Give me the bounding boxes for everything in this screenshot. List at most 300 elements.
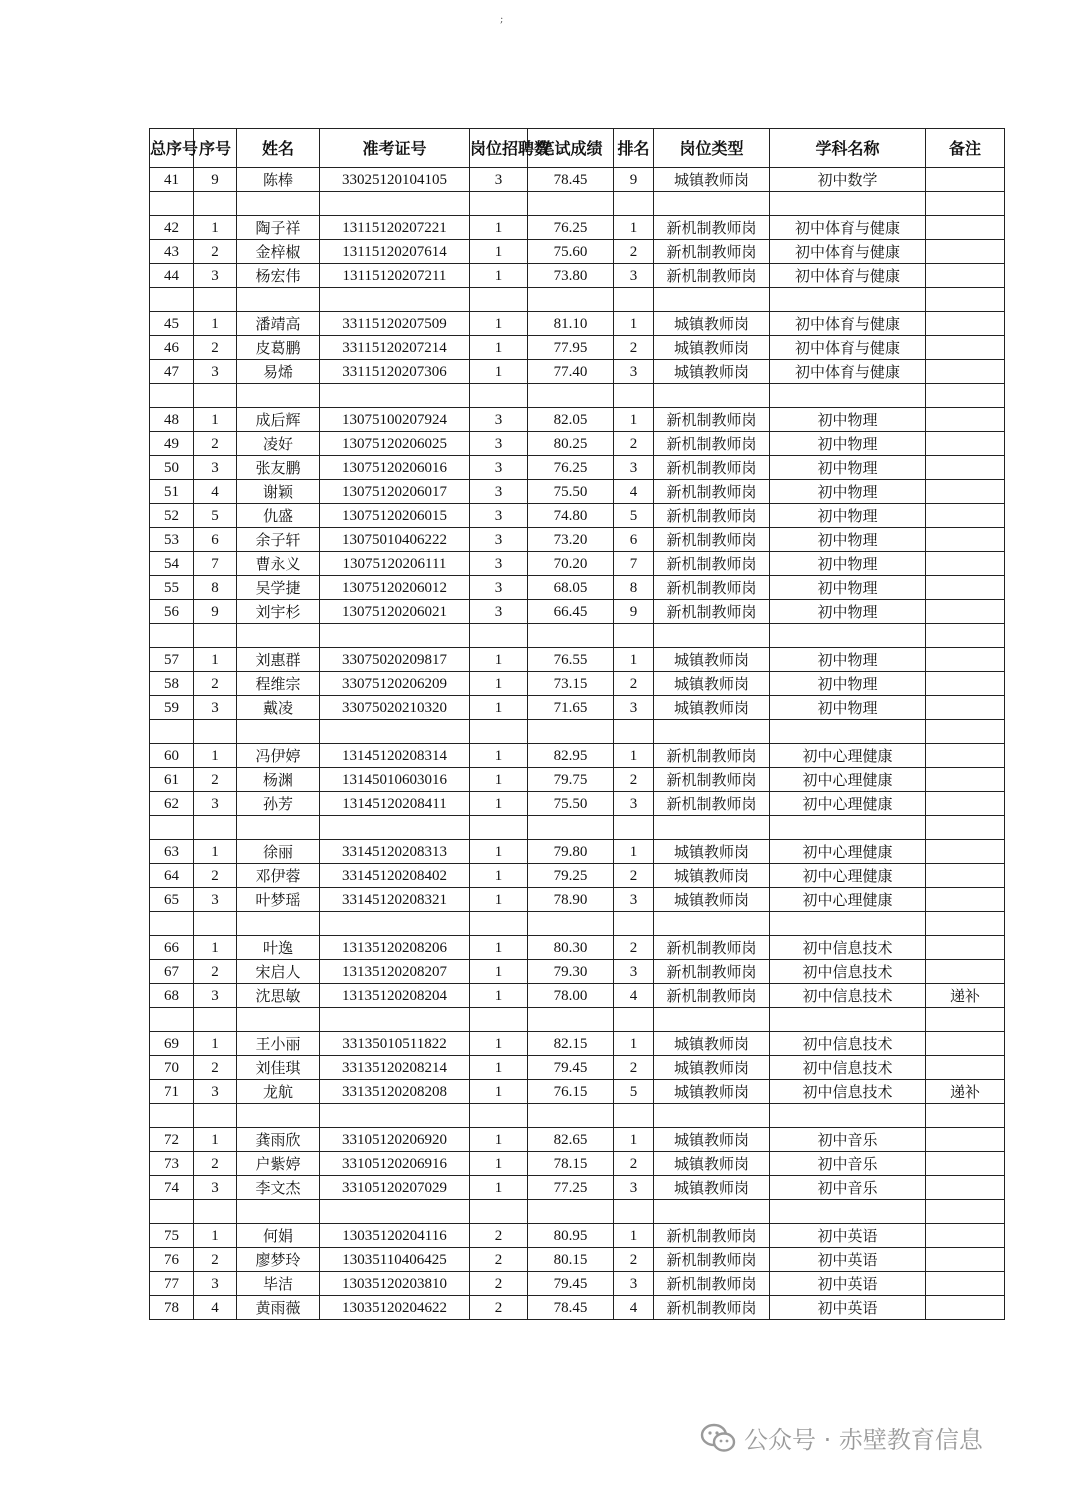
cell-exam-no: 13035110406425	[320, 1248, 470, 1272]
cell-exam-no: 33105120206916	[320, 1152, 470, 1176]
cell-name: 宋启人	[237, 960, 320, 984]
cell-post-type: 新机制教师岗	[654, 432, 770, 456]
cell-score: 80.95	[528, 1224, 614, 1248]
cell-rank	[614, 912, 654, 936]
cell-quota: 2	[470, 1272, 528, 1296]
cell-score: 79.25	[528, 864, 614, 888]
cell-quota: 1	[470, 216, 528, 240]
cell-rank: 3	[614, 888, 654, 912]
cell-score	[528, 816, 614, 840]
cell-exam-no: 33115120207214	[320, 336, 470, 360]
cell-subject: 初中物理	[770, 528, 926, 552]
cell-subject: 初中物理	[770, 552, 926, 576]
cell-total-no	[150, 384, 194, 408]
cell-total-no: 60	[150, 744, 194, 768]
cell-score: 73.20	[528, 528, 614, 552]
cell-score	[528, 384, 614, 408]
cell-remark	[926, 360, 1005, 384]
cell-remark	[926, 696, 1005, 720]
cell-rank	[614, 816, 654, 840]
cell-rank: 3	[614, 264, 654, 288]
cell-remark	[926, 936, 1005, 960]
cell-post-type: 新机制教师岗	[654, 264, 770, 288]
header-subject: 学科名称	[770, 129, 926, 168]
cell-rank	[614, 1104, 654, 1128]
cell-remark	[926, 168, 1005, 192]
cell-seq: 3	[194, 792, 237, 816]
cell-exam-no: 13135120208207	[320, 960, 470, 984]
cell-seq: 3	[194, 264, 237, 288]
cell-seq: 2	[194, 1152, 237, 1176]
header-total-no: 总序号	[150, 129, 194, 168]
cell-quota: 1	[470, 936, 528, 960]
blank-row	[150, 816, 1005, 840]
cell-rank: 1	[614, 744, 654, 768]
cell-rank: 2	[614, 1248, 654, 1272]
cell-total-no: 71	[150, 1080, 194, 1104]
cell-name	[237, 1008, 320, 1032]
cell-post-type	[654, 912, 770, 936]
cell-remark	[926, 864, 1005, 888]
cell-score	[528, 192, 614, 216]
cell-exam-no	[320, 912, 470, 936]
cell-name: 叶逸	[237, 936, 320, 960]
cell-quota: 2	[470, 1224, 528, 1248]
cell-exam-no: 13135120208206	[320, 936, 470, 960]
cell-quota: 1	[470, 864, 528, 888]
cell-exam-no: 13075120206025	[320, 432, 470, 456]
cell-seq	[194, 192, 237, 216]
table-row	[150, 1152, 1005, 1176]
cell-post-type: 城镇教师岗	[654, 696, 770, 720]
cell-post-type: 城镇教师岗	[654, 1176, 770, 1200]
table-row	[150, 168, 1005, 192]
table-row	[150, 1272, 1005, 1296]
cell-score: 77.25	[528, 1176, 614, 1200]
cell-total-no: 65	[150, 888, 194, 912]
cell-exam-no	[320, 192, 470, 216]
cell-exam-no: 13075120206021	[320, 600, 470, 624]
cell-rank: 6	[614, 528, 654, 552]
cell-rank: 1	[614, 648, 654, 672]
table-header	[150, 129, 1005, 168]
cell-remark	[926, 192, 1005, 216]
cell-post-type: 新机制教师岗	[654, 936, 770, 960]
cell-score: 82.05	[528, 408, 614, 432]
cell-total-no: 67	[150, 960, 194, 984]
cell-total-no: 56	[150, 600, 194, 624]
cell-remark	[926, 264, 1005, 288]
cell-exam-no: 33135120208208	[320, 1080, 470, 1104]
cell-seq: 2	[194, 672, 237, 696]
cell-seq: 2	[194, 240, 237, 264]
cell-total-no	[150, 624, 194, 648]
table-row	[150, 984, 1005, 1008]
cell-rank	[614, 720, 654, 744]
cell-seq	[194, 384, 237, 408]
header-rank: 排名	[614, 129, 654, 168]
cell-remark	[926, 288, 1005, 312]
cell-rank	[614, 192, 654, 216]
cell-seq: 6	[194, 528, 237, 552]
cell-score: 78.45	[528, 1296, 614, 1320]
table-row	[150, 336, 1005, 360]
cell-post-type: 城镇教师岗	[654, 1032, 770, 1056]
cell-exam-no	[320, 1008, 470, 1032]
cell-post-type: 城镇教师岗	[654, 1152, 770, 1176]
table-row	[150, 672, 1005, 696]
cell-post-type: 新机制教师岗	[654, 504, 770, 528]
cell-total-no: 69	[150, 1032, 194, 1056]
cell-exam-no: 13075120206012	[320, 576, 470, 600]
cell-score	[528, 624, 614, 648]
blank-row	[150, 384, 1005, 408]
cell-exam-no: 13075120206111	[320, 552, 470, 576]
cell-subject: 初中体育与健康	[770, 336, 926, 360]
cell-remark	[926, 912, 1005, 936]
cell-rank: 3	[614, 1176, 654, 1200]
cell-name: 程维宗	[237, 672, 320, 696]
cell-remark	[926, 672, 1005, 696]
cell-remark	[926, 1056, 1005, 1080]
cell-subject: 初中物理	[770, 432, 926, 456]
cell-score: 79.45	[528, 1272, 614, 1296]
header-remark: 备注	[926, 129, 1005, 168]
blank-row	[150, 1200, 1005, 1224]
cell-post-type: 新机制教师岗	[654, 552, 770, 576]
table-row	[150, 1032, 1005, 1056]
cell-post-type: 新机制教师岗	[654, 792, 770, 816]
cell-remark	[926, 888, 1005, 912]
cell-total-no: 42	[150, 216, 194, 240]
cell-remark	[926, 816, 1005, 840]
cell-remark	[926, 960, 1005, 984]
cell-post-type: 新机制教师岗	[654, 984, 770, 1008]
cell-subject: 初中体育与健康	[770, 360, 926, 384]
cell-total-no: 50	[150, 456, 194, 480]
cell-rank: 2	[614, 768, 654, 792]
table-row	[150, 360, 1005, 384]
table-row	[150, 648, 1005, 672]
table-row	[150, 264, 1005, 288]
cell-name: 潘靖高	[237, 312, 320, 336]
cell-total-no: 51	[150, 480, 194, 504]
cell-seq: 2	[194, 768, 237, 792]
cell-post-type: 城镇教师岗	[654, 1056, 770, 1080]
cell-seq: 1	[194, 744, 237, 768]
cell-subject: 初中物理	[770, 408, 926, 432]
cell-post-type	[654, 720, 770, 744]
cell-subject	[770, 288, 926, 312]
cell-score	[528, 1200, 614, 1224]
cell-subject: 初中音乐	[770, 1128, 926, 1152]
cell-rank: 2	[614, 240, 654, 264]
cell-remark	[926, 1128, 1005, 1152]
cell-subject: 初中体育与健康	[770, 240, 926, 264]
cell-remark	[926, 240, 1005, 264]
table-row	[150, 240, 1005, 264]
cell-total-no: 78	[150, 1296, 194, 1320]
cell-remark	[926, 1296, 1005, 1320]
cell-post-type	[654, 1008, 770, 1032]
cell-rank: 5	[614, 1080, 654, 1104]
cell-post-type: 新机制教师岗	[654, 1224, 770, 1248]
cell-seq: 3	[194, 1080, 237, 1104]
cell-total-no: 41	[150, 168, 194, 192]
table-row	[150, 888, 1005, 912]
cell-post-type: 新机制教师岗	[654, 768, 770, 792]
cell-subject: 初中物理	[770, 696, 926, 720]
cell-subject	[770, 1008, 926, 1032]
table-row	[150, 408, 1005, 432]
cell-score	[528, 912, 614, 936]
cell-exam-no: 33075020210320	[320, 696, 470, 720]
cell-name: 张友鹏	[237, 456, 320, 480]
cell-seq: 9	[194, 600, 237, 624]
cell-subject: 初中英语	[770, 1224, 926, 1248]
cell-subject: 初中心理健康	[770, 840, 926, 864]
cell-name	[237, 720, 320, 744]
cell-exam-no: 13145120208314	[320, 744, 470, 768]
cell-quota: 2	[470, 1248, 528, 1272]
cell-remark	[926, 384, 1005, 408]
cell-rank	[614, 384, 654, 408]
cell-post-type: 新机制教师岗	[654, 240, 770, 264]
cell-name	[237, 384, 320, 408]
cell-seq: 1	[194, 1128, 237, 1152]
cell-score: 73.15	[528, 672, 614, 696]
cell-subject: 初中心理健康	[770, 792, 926, 816]
cell-name: 沈思敏	[237, 984, 320, 1008]
cell-exam-no: 13135120208204	[320, 984, 470, 1008]
cell-seq: 3	[194, 888, 237, 912]
cell-total-no: 61	[150, 768, 194, 792]
cell-name: 刘惠群	[237, 648, 320, 672]
blank-row	[150, 912, 1005, 936]
cell-remark	[926, 1224, 1005, 1248]
cell-rank: 5	[614, 504, 654, 528]
cell-quota: 1	[470, 336, 528, 360]
cell-name: 易烯	[237, 360, 320, 384]
cell-rank: 2	[614, 432, 654, 456]
cell-name: 余子轩	[237, 528, 320, 552]
cell-total-no: 59	[150, 696, 194, 720]
cell-seq: 9	[194, 168, 237, 192]
cell-seq	[194, 1200, 237, 1224]
cell-total-no: 73	[150, 1152, 194, 1176]
cell-quota: 1	[470, 1176, 528, 1200]
cell-exam-no: 33115120207306	[320, 360, 470, 384]
cell-rank: 2	[614, 1056, 654, 1080]
blank-row	[150, 1008, 1005, 1032]
cell-quota: 1	[470, 768, 528, 792]
cell-exam-no: 33135120208214	[320, 1056, 470, 1080]
cell-post-type: 新机制教师岗	[654, 744, 770, 768]
cell-total-no: 77	[150, 1272, 194, 1296]
cell-seq: 1	[194, 408, 237, 432]
cell-seq: 5	[194, 504, 237, 528]
cell-seq	[194, 720, 237, 744]
cell-subject: 初中物理	[770, 504, 926, 528]
cell-subject: 初中信息技术	[770, 936, 926, 960]
cell-exam-no: 13035120204622	[320, 1296, 470, 1320]
cell-subject: 初中英语	[770, 1248, 926, 1272]
cell-post-type: 新机制教师岗	[654, 576, 770, 600]
header-score: 笔试成绩	[528, 129, 614, 168]
header-post-type: 岗位类型	[654, 129, 770, 168]
cell-name	[237, 624, 320, 648]
cell-subject: 初中物理	[770, 456, 926, 480]
cell-exam-no: 33145120208313	[320, 840, 470, 864]
table-row	[150, 936, 1005, 960]
cell-quota: 1	[470, 1032, 528, 1056]
cell-name	[237, 816, 320, 840]
cell-total-no: 64	[150, 864, 194, 888]
cell-score: 77.95	[528, 336, 614, 360]
cell-seq: 1	[194, 648, 237, 672]
cell-name: 毕洁	[237, 1272, 320, 1296]
cell-subject: 初中体育与健康	[770, 264, 926, 288]
cell-exam-no: 13075120206017	[320, 480, 470, 504]
cell-quota	[470, 1008, 528, 1032]
cell-subject	[770, 912, 926, 936]
cell-total-no: 45	[150, 312, 194, 336]
cell-quota: 3	[470, 480, 528, 504]
table-body	[150, 168, 1005, 1320]
cell-total-no: 70	[150, 1056, 194, 1080]
cell-post-type	[654, 384, 770, 408]
cell-subject: 初中心理健康	[770, 768, 926, 792]
cell-quota	[470, 1200, 528, 1224]
cell-total-no: 58	[150, 672, 194, 696]
cell-exam-no: 33025120104105	[320, 168, 470, 192]
cell-post-type: 新机制教师岗	[654, 216, 770, 240]
table-row	[150, 312, 1005, 336]
cell-subject	[770, 720, 926, 744]
cell-post-type: 城镇教师岗	[654, 336, 770, 360]
cell-post-type	[654, 1104, 770, 1128]
cell-score: 77.40	[528, 360, 614, 384]
cell-score: 79.30	[528, 960, 614, 984]
cell-quota	[470, 912, 528, 936]
cell-rank: 4	[614, 480, 654, 504]
cell-exam-no: 13075010406222	[320, 528, 470, 552]
cell-quota: 1	[470, 792, 528, 816]
cell-name	[237, 1200, 320, 1224]
cell-rank: 7	[614, 552, 654, 576]
blank-row	[150, 624, 1005, 648]
table-row	[150, 504, 1005, 528]
cell-post-type: 城镇教师岗	[654, 864, 770, 888]
table-row	[150, 528, 1005, 552]
cell-rank: 3	[614, 960, 654, 984]
cell-subject: 初中物理	[770, 576, 926, 600]
cell-exam-no: 33105120207029	[320, 1176, 470, 1200]
blank-row	[150, 720, 1005, 744]
cell-score: 68.05	[528, 576, 614, 600]
cell-quota: 1	[470, 744, 528, 768]
cell-post-type: 新机制教师岗	[654, 408, 770, 432]
cell-seq	[194, 912, 237, 936]
cell-name: 凌好	[237, 432, 320, 456]
cell-quota: 1	[470, 696, 528, 720]
table-row	[150, 600, 1005, 624]
cell-seq: 4	[194, 480, 237, 504]
cell-quota: 3	[470, 456, 528, 480]
table-row	[150, 216, 1005, 240]
cell-total-no: 75	[150, 1224, 194, 1248]
cell-name: 谢颖	[237, 480, 320, 504]
cell-seq: 2	[194, 1056, 237, 1080]
cell-subject: 初中信息技术	[770, 960, 926, 984]
cell-name: 邓伊蓉	[237, 864, 320, 888]
cell-quota	[470, 192, 528, 216]
cell-score: 71.65	[528, 696, 614, 720]
table-row	[150, 1176, 1005, 1200]
cell-name: 龙航	[237, 1080, 320, 1104]
cell-seq: 1	[194, 312, 237, 336]
cell-score: 79.80	[528, 840, 614, 864]
cell-post-type: 城镇教师岗	[654, 648, 770, 672]
cell-subject: 初中体育与健康	[770, 216, 926, 240]
cell-name: 陶子祥	[237, 216, 320, 240]
cell-subject	[770, 1104, 926, 1128]
cell-seq: 2	[194, 432, 237, 456]
cell-remark	[926, 1176, 1005, 1200]
cell-post-type: 新机制教师岗	[654, 528, 770, 552]
cell-score: 78.90	[528, 888, 614, 912]
cell-rank: 2	[614, 936, 654, 960]
cell-subject: 初中音乐	[770, 1152, 926, 1176]
header-seq: 序号	[194, 129, 237, 168]
cell-remark	[926, 1104, 1005, 1128]
cell-post-type: 新机制教师岗	[654, 456, 770, 480]
cell-total-no: 62	[150, 792, 194, 816]
cell-subject: 初中物理	[770, 672, 926, 696]
cell-rank: 3	[614, 456, 654, 480]
cell-subject	[770, 816, 926, 840]
cell-quota: 1	[470, 1152, 528, 1176]
cell-subject: 初中心理健康	[770, 864, 926, 888]
cell-score: 82.95	[528, 744, 614, 768]
results-table	[149, 128, 1005, 1320]
cell-seq	[194, 288, 237, 312]
cell-rank: 2	[614, 1152, 654, 1176]
cell-quota: 1	[470, 240, 528, 264]
cell-score: 76.25	[528, 456, 614, 480]
cell-remark	[926, 1008, 1005, 1032]
cell-name: 户紫婷	[237, 1152, 320, 1176]
cell-exam-no: 13075120206016	[320, 456, 470, 480]
cell-seq: 3	[194, 984, 237, 1008]
cell-total-no: 63	[150, 840, 194, 864]
cell-name: 冯伊婷	[237, 744, 320, 768]
cell-post-type: 新机制教师岗	[654, 960, 770, 984]
cell-subject	[770, 192, 926, 216]
cell-score: 79.45	[528, 1056, 614, 1080]
cell-subject: 初中英语	[770, 1296, 926, 1320]
cell-subject: 初中数学	[770, 168, 926, 192]
table-row	[150, 792, 1005, 816]
cell-name: 曹永义	[237, 552, 320, 576]
cell-name: 徐丽	[237, 840, 320, 864]
cell-seq: 2	[194, 960, 237, 984]
cell-seq: 3	[194, 456, 237, 480]
cell-post-type	[654, 624, 770, 648]
cell-name: 刘佳琪	[237, 1056, 320, 1080]
cell-seq: 1	[194, 840, 237, 864]
cell-remark	[926, 1248, 1005, 1272]
